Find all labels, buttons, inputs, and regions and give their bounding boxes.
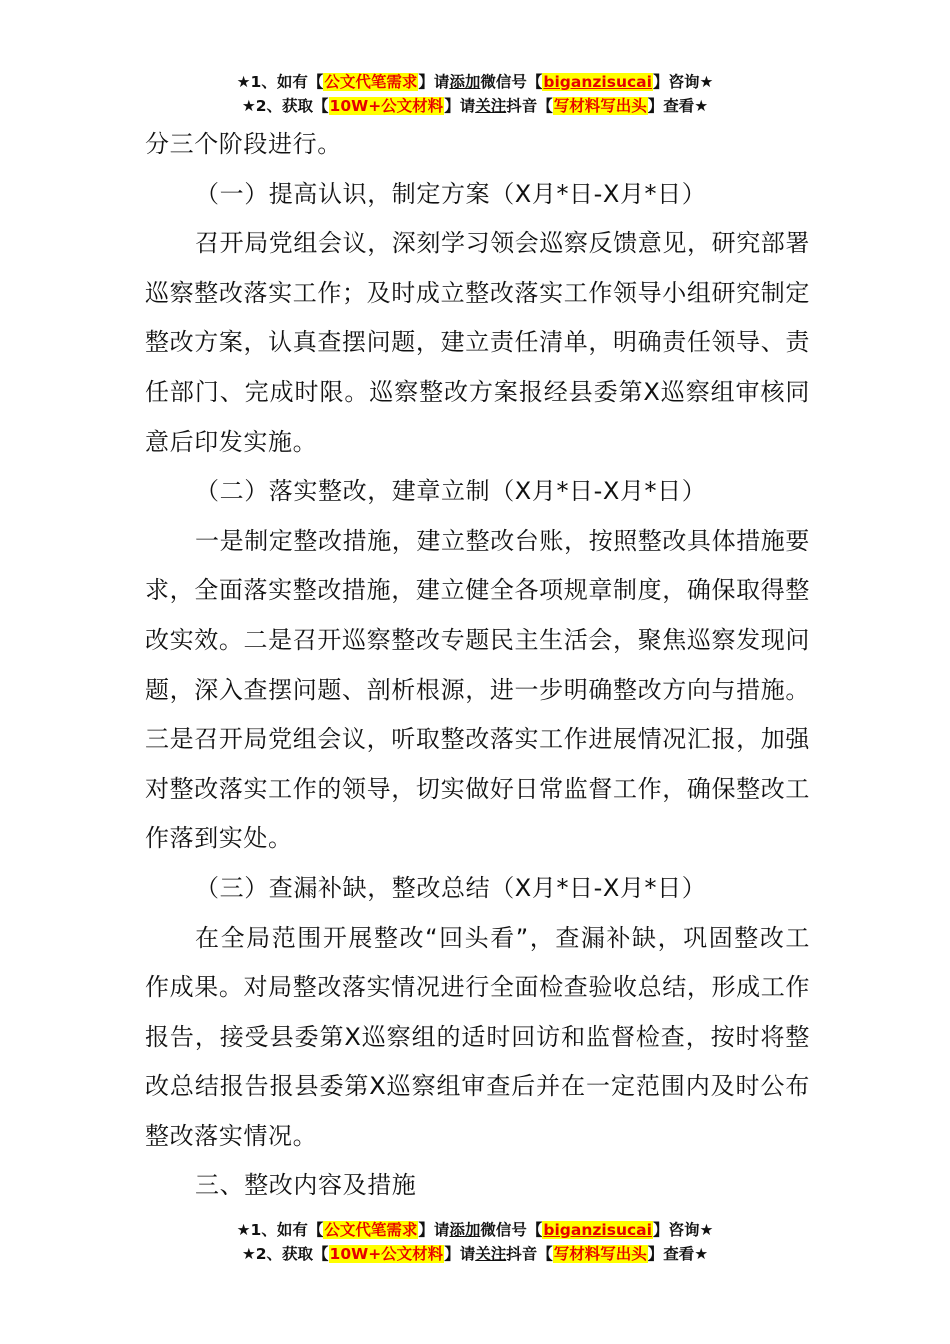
banner-line-1 — [0, 1218, 950, 1242]
banner-text: 抖音【 — [506, 1245, 553, 1263]
banner-line-2 — [0, 94, 950, 118]
banner-text: 】请 — [444, 1245, 476, 1263]
banner-underlined: 添加 — [449, 73, 481, 91]
paragraph: 召开局党组会议，深刻学习领会巡察反馈意见，研究部署巡察整改落实工作；及时成立整改落实工作领导小组研究制定整改方案，认真查摆问题，建立责任清单，明确责任领导、责任部门、完成时限。巡察整改方案报经县委第X巡察组审核同意后印发实施。 — [145, 229, 810, 456]
douyin-account: 写材料写出头 — [553, 1245, 647, 1263]
banner-text: 】请 — [418, 73, 450, 91]
banner-text: 微信号【 — [480, 1221, 543, 1239]
banner-text: ★2、获取【 — [241, 97, 329, 115]
banner-line-1 — [0, 70, 950, 94]
banner-text: 】咨询★ — [652, 1221, 714, 1239]
section-heading: （三）查漏补缺，整改总结（X月*日-X月*日） — [195, 873, 707, 902]
banner-text: 】请 — [444, 97, 476, 115]
banner-text: ★1、如有【 — [236, 73, 324, 91]
banner-text: 】请 — [418, 1221, 450, 1239]
banner-underlined: 关注 — [475, 97, 507, 115]
banner-text: ★1、如有【 — [236, 1221, 324, 1239]
banner-underlined: 添加 — [449, 1221, 481, 1239]
banner-highlight: 公文代笔需求 — [324, 1221, 418, 1239]
paragraph: 分三个阶段进行。 — [145, 130, 342, 158]
paragraph: 一是制定整改措施，建立整改台账，按照整改具体措施要求，全面落实整改措施，建立健全各项规章制度，确保取得整改实效。二是召开巡察整改专题民主生活会，聚焦巡察发现问题，深入查摆问题、剖析根源，进一步明确整改方向与措施。三是召开局党组会议，听取整改落实工作进展情况汇报，加强对整改落实工作的领导，切实做好日常监督工作，确保整改工作落到实处。 — [145, 526, 810, 853]
paragraph: 在全局范围开展整改“回头看”，查漏补缺，巩固整改工作成果。对局整改落实情况进行全面检查验收总结，形成工作报告，接受县委第X巡察组的适时回访和监督检查，按时将整改总结报告报县委第X巡察组审查后并在一定范围内及时公布整改落实情况。 — [145, 923, 810, 1150]
section-heading: （二）落实整改，建章立制（X月*日-X月*日） — [195, 477, 707, 506]
banner-text: 】咨询★ — [652, 73, 714, 91]
document-body — [145, 120, 810, 1211]
banner-highlight: 10W+公文材料 — [329, 97, 444, 115]
banner-text: 微信号【 — [480, 73, 543, 91]
banner-underlined: 关注 — [475, 1245, 507, 1263]
banner-highlight: 公文代笔需求 — [324, 73, 418, 91]
banner-highlight: 10W+公文材料 — [329, 1245, 444, 1263]
section-heading: （一）提高认识，制定方案（X月*日-X月*日） — [195, 179, 707, 208]
banner-text: 抖音【 — [506, 97, 553, 115]
banner-text: ★2、获取【 — [241, 1245, 329, 1263]
section-heading: 三、整改内容及措施 — [195, 1171, 417, 1200]
header-banner — [0, 70, 950, 118]
banner-text: 】查看★ — [647, 97, 709, 115]
banner-text: 】查看★ — [647, 1245, 709, 1263]
footer-banner — [0, 1218, 950, 1266]
banner-line-2 — [0, 1242, 950, 1266]
douyin-account: 写材料写出头 — [553, 97, 647, 115]
wechat-id: biganzisucai — [543, 73, 652, 91]
wechat-id: biganzisucai — [543, 1221, 652, 1239]
